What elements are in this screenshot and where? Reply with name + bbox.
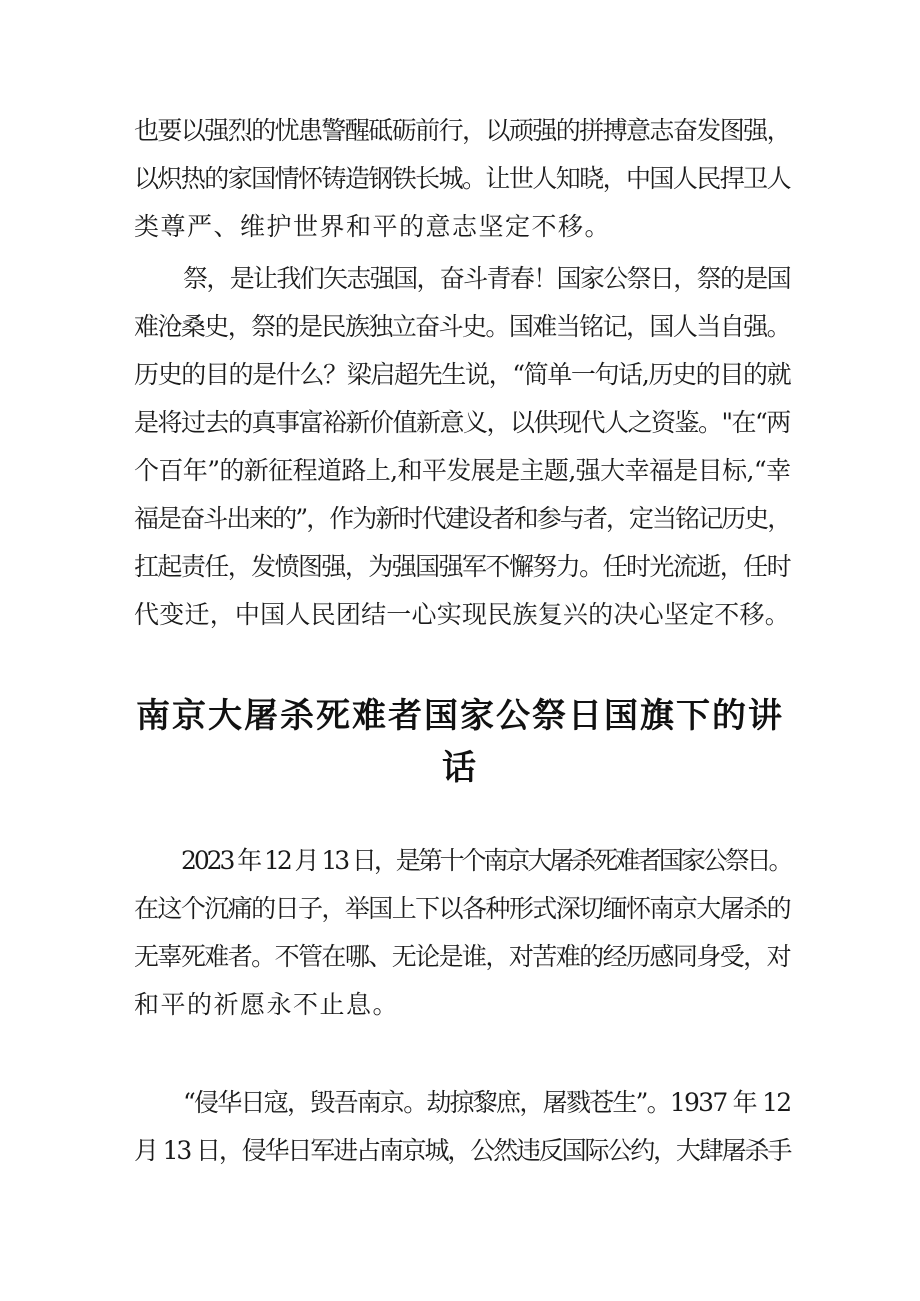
text-line: 扛起责任，发愤图强，为强国强军不懈努力。任时光流逝，任时: [134, 552, 791, 581]
text-line: 历史的目的是什么？梁启超先生说，“简单一句话,历史的目的就: [134, 360, 791, 389]
text-line: 个百年”的新征程道路上,和平发展是主题,强大幸福是目标,“幸: [134, 456, 791, 485]
text-line: 2023 年 12 月 13 日，是第十个南京大屠杀死难者国家公祭日。: [181, 846, 791, 875]
text-line: “侵华日寇，毁吾南京。劫掠黎庶，屠戮苍生”。1937 年 12: [183, 1088, 791, 1117]
text-line: 无辜死难者。不管在哪、无论是谁，对苦难的经历感同身受，对: [134, 942, 791, 971]
title-line: 南京大屠杀死难者国家公祭日国旗下的讲: [136, 696, 784, 736]
text-line: 以炽热的家国情怀铸造钢铁长城。让世人知晓，中国人民捍卫人: [134, 164, 791, 193]
title-line: 话: [442, 748, 478, 788]
text-line: 也要以强烈的忧患警醒砥砺前行，以顽强的拼搏意志奋发图强，: [134, 116, 791, 145]
text-line: 是将过去的真事富裕新价值新意义，以供现代人之资鉴。"在“两: [134, 408, 790, 437]
text-line: 在这个沉痛的日子，举国上下以各种形式深切缅怀南京大屠杀的: [134, 894, 791, 923]
text-line: 和平的祈愿永不止息。: [134, 990, 400, 1019]
text-line: 类尊严、维护世界和平的意志坚定不移。: [134, 212, 612, 241]
text-line: 祭，是让我们矢志强国，奋斗青春！国家公祭日，祭的是国: [183, 264, 791, 293]
text-line: 月 13 日，侵华日军进占南京城，公然违反国际公约，大肆屠杀手: [134, 1136, 791, 1165]
text-line: 难沧桑史，祭的是民族独立奋斗史。国难当铭记，国人当自强。: [134, 312, 791, 341]
text-line: 福是奋斗出来的”，作为新时代建设者和参与者，定当铭记历史，: [134, 504, 791, 533]
text-line: 代变迁，中国人民团结一心实现民族复兴的决心坚定不移。: [134, 600, 791, 629]
